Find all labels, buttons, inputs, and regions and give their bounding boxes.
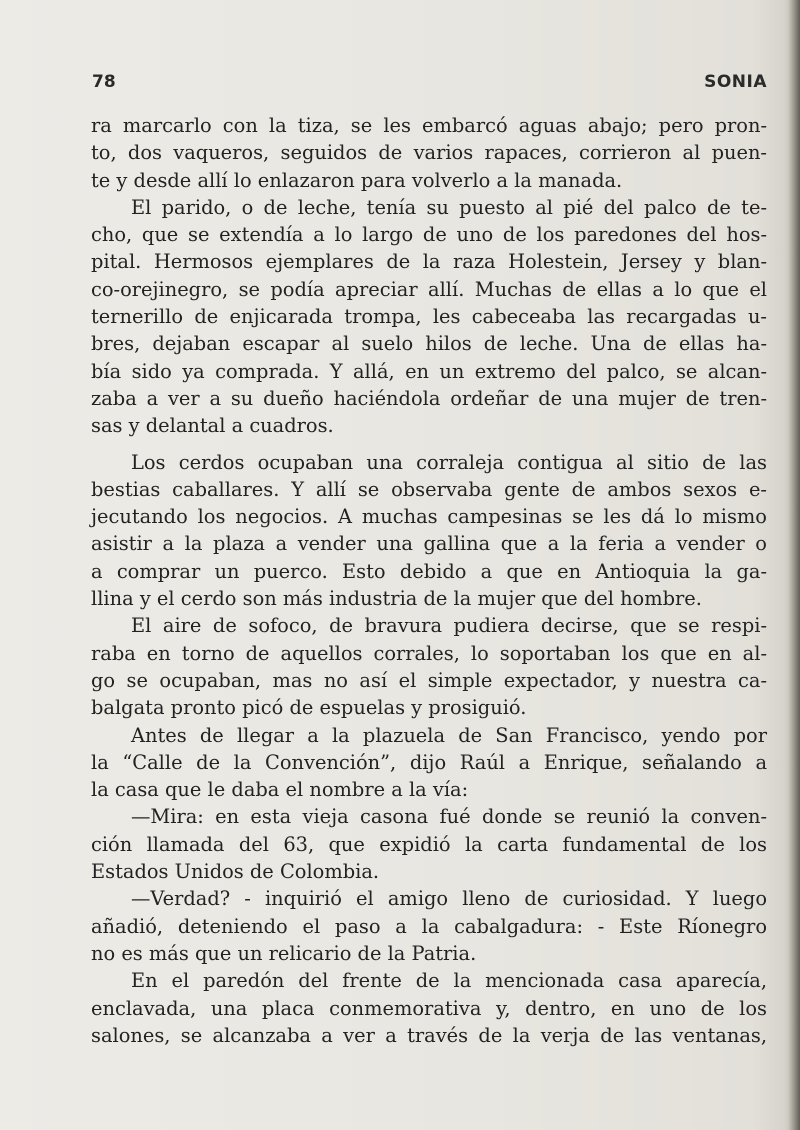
text-line: jecutando los negocios. A muchas campesinas se les dá lo mismo <box>91 505 767 529</box>
text-line: la “Calle de la Convención”, dijo Raúl a Enrique, señalando a <box>91 750 767 774</box>
text-line: go se ocupaban, mas no así el simple expectador, y nuestra ca- <box>91 668 767 692</box>
text-line: ción llamada del 63, que expidió la carta fundamental de los <box>91 832 767 856</box>
text-line: te y desde allí lo enlazaron para volverlo a la manada. <box>91 168 623 192</box>
text-line: salones, se alcanzaba a ver a través de la verja de las ventanas, <box>91 1023 767 1047</box>
page-edge-shadow <box>788 0 800 1130</box>
text-line: pital. Hermosos ejemplares de la raza Holestein, Jersey y blan- <box>91 250 767 274</box>
text-line: El aire de sofoco, de bravura pudiera decirse, que se respi- <box>131 614 767 638</box>
text-line: enclavada, una placa conmemorativa y, dentro, en uno de los <box>91 996 767 1020</box>
text-line: bía sido ya comprada. Y allá, en un extremo del palco, se alcan- <box>91 359 767 383</box>
text-line: to, dos vaqueros, seguidos de varios rapaces, corrieron al puen- <box>91 141 767 165</box>
running-head <box>92 72 767 96</box>
text-line: la casa que le daba el nombre a la vía: <box>91 778 469 802</box>
text-line: llina y el cerdo son más industria de la mujer que del hombre. <box>91 587 702 611</box>
text-line: ra marcarlo con la tiza, se les embarcó aguas abajo; pero pron- <box>91 114 767 137</box>
text-line: Antes de llegar a la plazuela de San Francisco, yendo por <box>131 723 767 747</box>
text-line: cho, que se extendía a lo largo de uno de los paredones del hos- <box>91 223 767 247</box>
text-line: —Verdad? - inquirió el amigo lleno de curiosidad. Y luego <box>131 887 767 911</box>
text-line: En el paredón del frente de la mencionada casa aparecía, <box>131 969 767 993</box>
text-line: ternerillo de enjicarada trompa, les cabeceaba las recargadas u- <box>91 305 767 329</box>
text-line: El parido, o de leche, tenía su puesto al pié del palco de te- <box>131 195 767 219</box>
body-text <box>91 112 767 1049</box>
page-number: 78 <box>92 72 116 92</box>
text-line: sas y delantal a cuadros. <box>91 414 334 438</box>
text-line: asistir a la plaza a vender una gallina que a la feria a vender o <box>91 532 767 556</box>
text-line: —Mira: en esta vieja casona fué donde se reunió la conven- <box>131 805 767 829</box>
text-line: Estados Unidos de Colombia. <box>91 860 380 884</box>
text-line: raba en torno de aquellos corrales, lo soportaban los que en al- <box>91 641 767 665</box>
text-line: bestias caballares. Y allí se observaba gente de ambos sexos e- <box>91 477 767 501</box>
text-line: añadió, deteniendo el paso a la cabalgadura: - Este Ríonegro <box>91 914 767 938</box>
text-line: Los cerdos ocupaban una corraleja contigua al sitio de las <box>131 450 767 474</box>
text-line: zaba a ver a su dueño haciéndola ordeñar de una mujer de tren- <box>91 386 767 410</box>
text-line: balgata pronto picó de espuelas y prosiguió. <box>91 696 527 720</box>
text-line: no es más que un relicario de la Patria. <box>91 941 477 965</box>
text-line: bres, dejaban escapar al suelo hilos de leche. Una de ellas ha- <box>91 332 767 356</box>
book-title: SONIA <box>704 72 767 92</box>
text-line: a comprar un puerco. Esto debido a que en Antioquia la ga- <box>91 559 767 583</box>
text-line: co-orejinegro, se podía apreciar allí. Muchas de ellas a lo que el <box>91 277 767 301</box>
